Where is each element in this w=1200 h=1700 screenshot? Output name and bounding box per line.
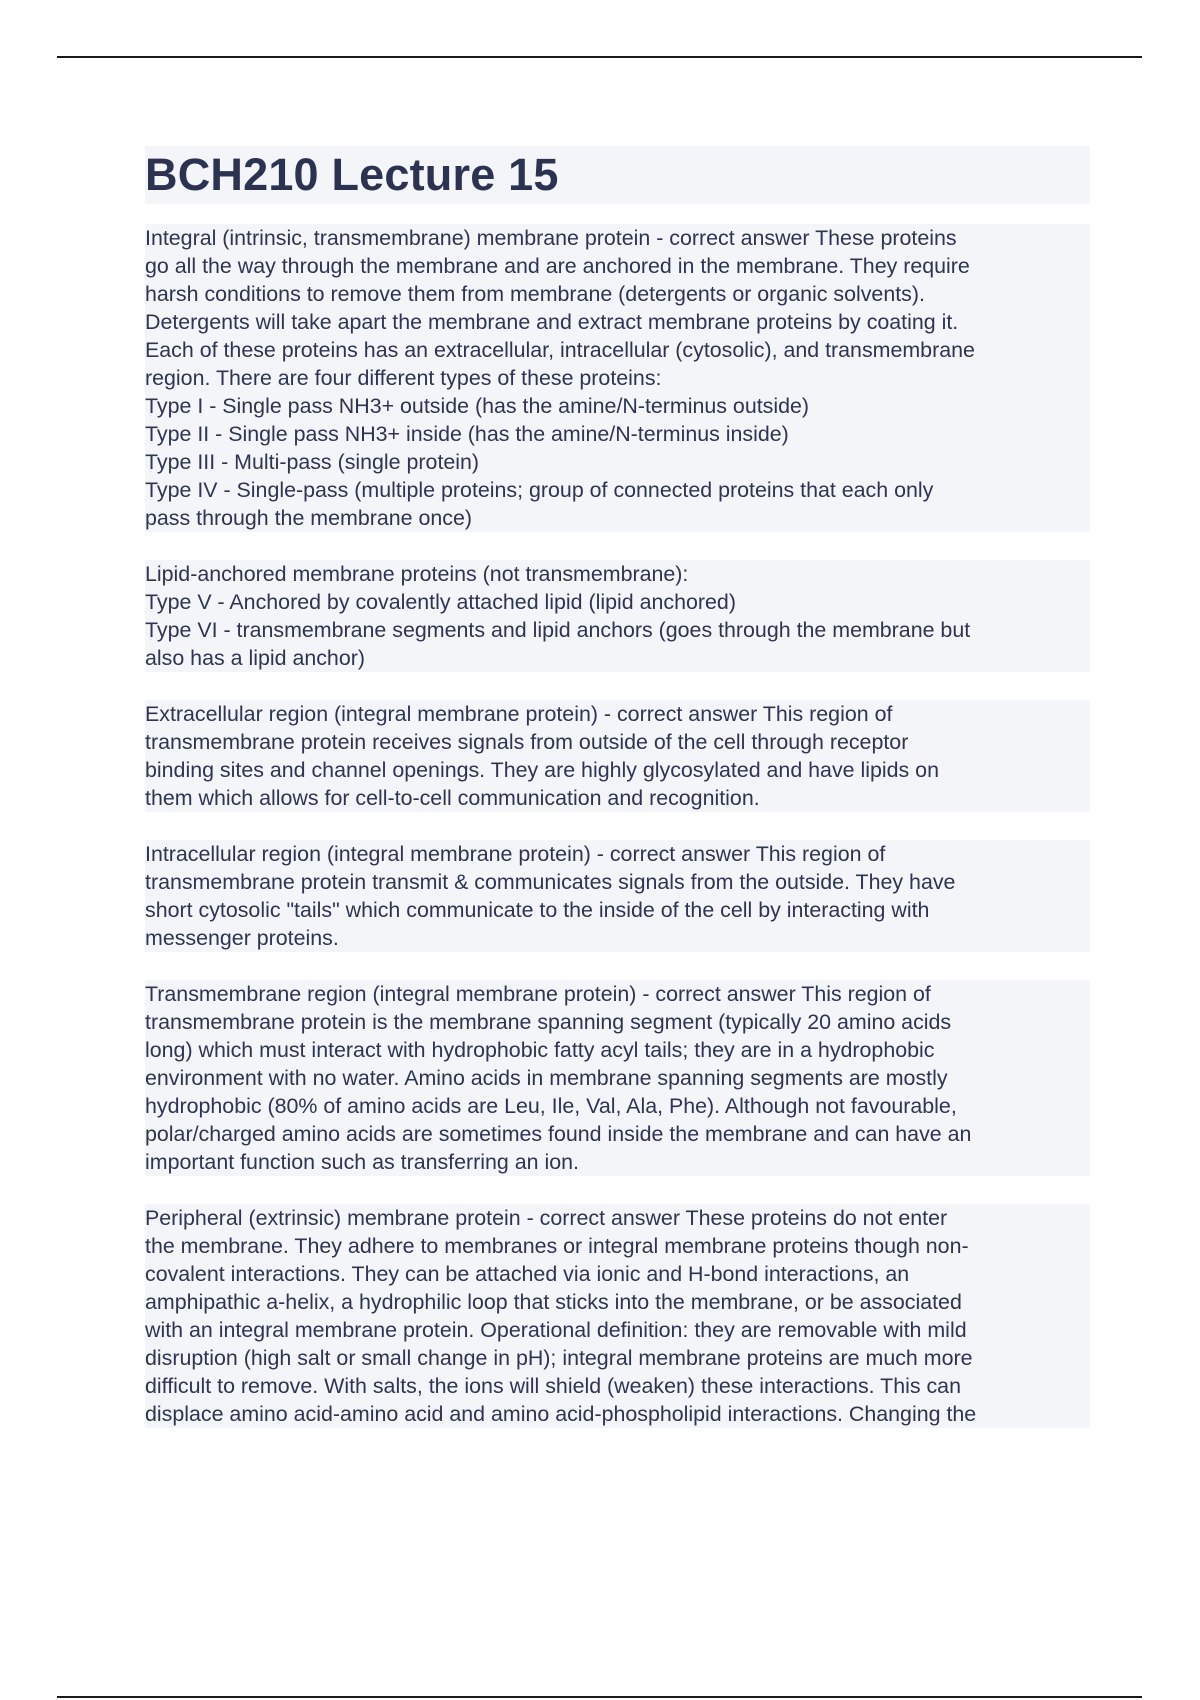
text-line: important function such as transferring an ion.: [145, 1148, 1090, 1176]
text-line: long) which must interact with hydrophobic fatty acyl tails; they are in a hydrophobic: [145, 1036, 1090, 1064]
text-line: Lipid-anchored membrane proteins (not transmembrane):: [145, 560, 1090, 588]
text-line: displace amino acid-amino acid and amino acid-phospholipid interactions. Changing the: [145, 1400, 1090, 1428]
document-body: [145, 146, 1090, 1456]
text-line: Extracellular region (integral membrane protein) - correct answer This region of: [145, 700, 1090, 728]
text-line: transmembrane protein is the membrane spanning segment (typically 20 amino acids: [145, 1008, 1090, 1036]
text-line: Type II - Single pass NH3+ inside (has the amine/N-terminus inside): [145, 420, 1090, 448]
text-line: Each of these proteins has an extracellular, intracellular (cytosolic), and transmembrane: [145, 336, 1090, 364]
paragraph: [145, 700, 1090, 812]
text-line: Integral (intrinsic, transmembrane) membrane protein - correct answer These proteins: [145, 224, 1090, 252]
text-line: short cytosolic "tails" which communicate to the inside of the cell by interacting with: [145, 896, 1090, 924]
text-line: Peripheral (extrinsic) membrane protein - correct answer These proteins do not enter: [145, 1204, 1090, 1232]
text-line: transmembrane protein transmit & communicates signals from the outside. They have: [145, 868, 1090, 896]
text-line: covalent interactions. They can be attached via ionic and H-bond interactions, an: [145, 1260, 1090, 1288]
text-line: the membrane. They adhere to membranes or integral membrane proteins though non-: [145, 1232, 1090, 1260]
paragraph: [145, 980, 1090, 1176]
text-line: transmembrane protein receives signals from outside of the cell through receptor: [145, 728, 1090, 756]
bottom-rule: [57, 1696, 1142, 1698]
top-rule: [57, 56, 1142, 58]
text-line: region. There are four different types of these proteins:: [145, 364, 1090, 392]
text-line: Type V - Anchored by covalently attached lipid (lipid anchored): [145, 588, 1090, 616]
text-line: them which allows for cell-to-cell communication and recognition.: [145, 784, 1090, 812]
text-line: Intracellular region (integral membrane protein) - correct answer This region of: [145, 840, 1090, 868]
text-line: amphipathic a-helix, a hydrophilic loop that sticks into the membrane, or be associated: [145, 1288, 1090, 1316]
text-line: Type VI - transmembrane segments and lipid anchors (goes through the membrane but: [145, 616, 1090, 644]
text-line: polar/charged amino acids are sometimes found inside the membrane and can have an: [145, 1120, 1090, 1148]
document-title: BCH210 Lecture 15: [145, 146, 1090, 204]
text-line: pass through the membrane once): [145, 504, 1090, 532]
paragraphs-container: [145, 224, 1090, 1428]
paragraph: [145, 1204, 1090, 1428]
text-line: messenger proteins.: [145, 924, 1090, 952]
text-line: Type I - Single pass NH3+ outside (has the amine/N-terminus outside): [145, 392, 1090, 420]
paragraph: [145, 840, 1090, 952]
text-line: with an integral membrane protein. Operational definition: they are removable with mild: [145, 1316, 1090, 1344]
text-line: Transmembrane region (integral membrane protein) - correct answer This region of: [145, 980, 1090, 1008]
text-line: harsh conditions to remove them from membrane (detergents or organic solvents).: [145, 280, 1090, 308]
text-line: Detergents will take apart the membrane and extract membrane proteins by coating it.: [145, 308, 1090, 336]
text-line: go all the way through the membrane and are anchored in the membrane. They require: [145, 252, 1090, 280]
paragraph: [145, 224, 1090, 532]
text-line: also has a lipid anchor): [145, 644, 1090, 672]
text-line: binding sites and channel openings. They are highly glycosylated and have lipids on: [145, 756, 1090, 784]
text-line: difficult to remove. With salts, the ions will shield (weaken) these interactions. This can: [145, 1372, 1090, 1400]
text-line: hydrophobic (80% of amino acids are Leu, Ile, Val, Ala, Phe). Although not favourable,: [145, 1092, 1090, 1120]
text-line: environment with no water. Amino acids in membrane spanning segments are mostly: [145, 1064, 1090, 1092]
text-line: disruption (high salt or small change in pH); integral membrane proteins are much more: [145, 1344, 1090, 1372]
text-line: Type III - Multi-pass (single protein): [145, 448, 1090, 476]
text-line: Type IV - Single-pass (multiple proteins; group of connected proteins that each only: [145, 476, 1090, 504]
paragraph: [145, 560, 1090, 672]
